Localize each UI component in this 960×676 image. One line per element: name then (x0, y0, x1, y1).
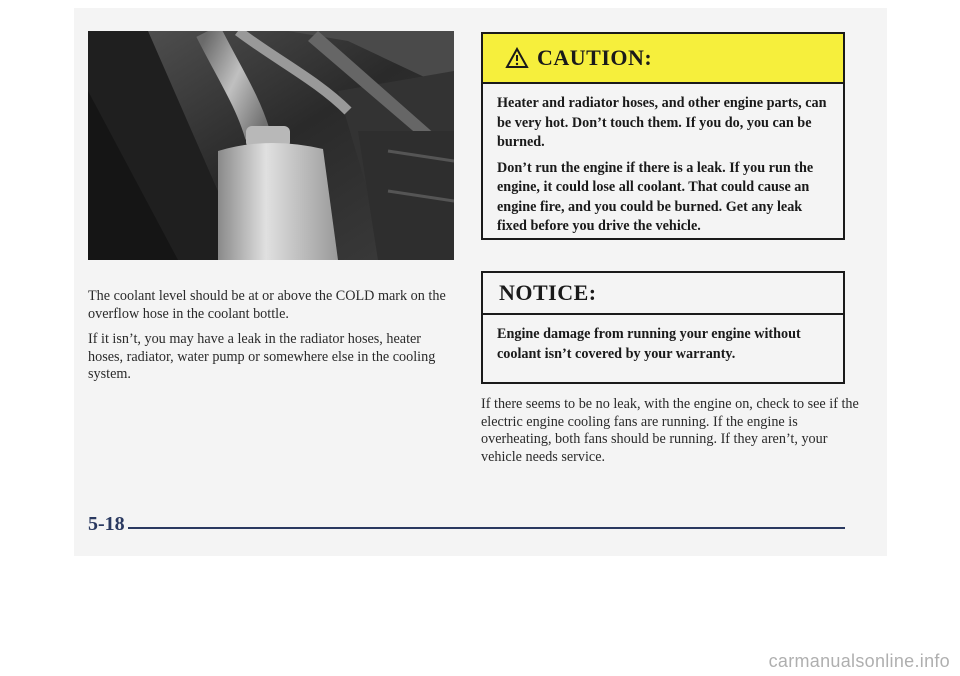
left-column-text (88, 288, 458, 392)
notice-body (483, 315, 843, 364)
page-number: 5-18 (88, 513, 125, 535)
notice-box (481, 271, 845, 384)
warning-triangle-icon (505, 47, 529, 69)
footer-rule (128, 527, 845, 529)
coolant-level-paragraph: The coolant level should be at or above the COLD mark on the overflow hose in the coolant bottle. (88, 288, 446, 322)
notice-title: NOTICE: (499, 280, 597, 305)
coolant-bottle-photo (88, 31, 454, 260)
caution-header (483, 34, 843, 84)
bottom-watermark: carmanualsonline.info (768, 651, 950, 671)
fans-paragraph: If there seems to be no leak, with the engine on, check to see if the electric engine cooling fans are running. If the engine is overheating, both fans should be running. If they aren’t, your vehicle needs service. (481, 396, 859, 465)
caution-title: CAUTION: (537, 45, 653, 70)
notice-text: Engine damage from running your engine without coolant isn’t covered by your warranty. (497, 326, 801, 362)
caution-paragraph-hot-parts: Heater and radiator hoses, and other engine parts, can be very hot. Don’t touch them. If you do, you can be burned. (497, 95, 827, 150)
right-column-text (481, 396, 861, 466)
caution-body (483, 84, 843, 237)
leak-paragraph: If it isn’t, you may have a leak in the radiator hoses, heater hoses, radiator, water pump or somewhere else in the cooling system. (88, 331, 436, 382)
caution-paragraph-leak: Don’t run the engine if there is a leak. If you run the engine, it could lose all coolant. That could cause an engine fire, and you could be burned. Get any leak fixed before you drive the vehicle. (497, 159, 814, 234)
engine-coolant-bottle-photo (88, 31, 454, 260)
side-watermark (0, 38, 2, 238)
caution-box (481, 32, 845, 240)
notice-header (483, 273, 843, 315)
